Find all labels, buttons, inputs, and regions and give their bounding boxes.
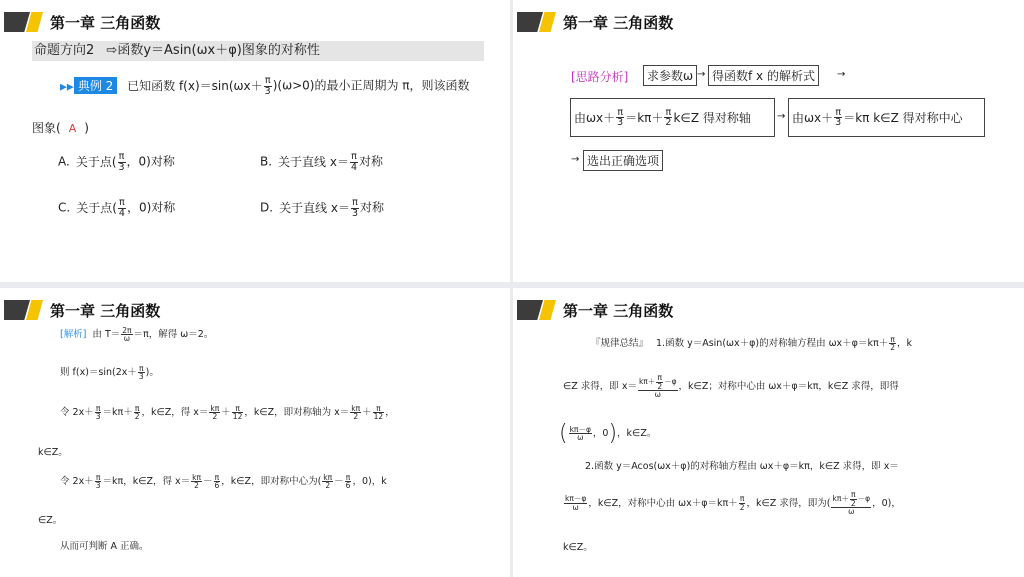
- summary-line-3: ( $\frac{k\pi-\varphi}{\omega}$ ，0)，k∈Z。: [559, 421, 657, 446]
- flow-box-center: 由ωx＋ $\frac{\pi}{3}$ ＝kπ k∈Z 得对称中心: [788, 98, 985, 137]
- option-b: B. 关于直线 x＝ $\frac{\pi}{4}$ 对称: [260, 151, 384, 173]
- flow-box-param: 求参数ω: [643, 65, 697, 86]
- chapter-title: 第一章 三角函数: [50, 301, 161, 320]
- answer-mark: A: [68, 122, 77, 135]
- problem-text: 图象(: [32, 121, 61, 135]
- problem-line-2: [32, 119, 89, 136]
- chapter-title: 第一章 三角函数: [563, 13, 674, 32]
- solution-line-2: 则 f(x)＝sin(2x＋ $\frac{\pi}{3}$ )。: [60, 363, 159, 381]
- header-logo: [4, 300, 44, 320]
- flow-box-select: 选出正确选项: [583, 150, 663, 171]
- header-logo: [517, 12, 557, 32]
- chapter-title: 第一章 三角函数: [563, 301, 674, 320]
- summary-label: 『规律总结』: [591, 338, 649, 349]
- flow-arrow-icon: →: [571, 154, 580, 165]
- solution-line-1: [解析] 由 T＝ $\frac{2\pi}{\omega}$ ＝π，解得 ω＝2。: [60, 325, 214, 343]
- slide-analysis: [513, 0, 1024, 282]
- flow-box-formula: 得函数f x 的解析式: [708, 65, 819, 86]
- problem-text: 已知函数 f(x)＝sin(ωx＋: [127, 78, 263, 93]
- solution-line-4: k∈Z。: [38, 447, 68, 458]
- slide-header: [4, 300, 160, 320]
- flow-arrow-icon: →: [697, 69, 706, 80]
- play-icon: ▶▶: [60, 82, 74, 93]
- topic-bar: [32, 41, 484, 61]
- option-a: A. 关于点( $\frac{\pi}{3}$ ，0)对称: [58, 151, 175, 173]
- slide-header: [517, 12, 673, 32]
- slide-header: [517, 300, 673, 320]
- solution-line-6: ∈Z。: [38, 515, 63, 526]
- solution-label: [解析]: [60, 329, 87, 340]
- topic-arrow-icon: ⇨: [106, 43, 118, 58]
- slide-summary: [513, 288, 1024, 577]
- topic-text: 函数y＝Asin(ωx＋φ)图象的对称性: [117, 43, 320, 58]
- summary-line-2: ∈Z 求得，即 x＝ kπ＋ $\frac{\pi}{2}$ －φ ω ，k∈Z；对称中心由 ωx＋φ＝kπ，k∈Z 求得，即得: [563, 373, 899, 399]
- problem-text: ): [84, 121, 89, 135]
- fraction: $\frac{\pi}{3}$: [264, 75, 271, 97]
- option-d: D. 关于直线 x＝ $\frac{\pi}{3}$ 对称: [260, 197, 385, 219]
- summary-line-1: 『规律总结』 1.函数 y＝Asin(ωx＋φ)的对称轴方程由 ωx＋φ＝kπ＋ $\frac{\pi}{2}$ ，k: [591, 334, 912, 352]
- header-logo: [4, 12, 44, 32]
- flow-box-axis: 由ωx＋ $\frac{\pi}{3}$ ＝kπ＋ $\frac{\pi}{2}$ k∈Z 得对称轴: [570, 98, 775, 137]
- solution-line-5: 令 2x＋ $\frac{\pi}{3}$ ＝kπ，k∈Z，得 x＝ $\frac{k\pi}{2}$ － $\frac{\pi}{6}$ ，k∈Z，即对称中心为( $\frac{k\pi}{2}$ － $\frac{\pi}{6}$ ，0)，k: [60, 472, 387, 490]
- slide-solution: [0, 288, 510, 577]
- flow-arrow-icon: →: [777, 111, 786, 122]
- option-c: C. 关于点( $\frac{\pi}{4}$ ，0)对称: [58, 197, 176, 219]
- problem-text: )(ω>0)的最小正周期为 π，则该函数: [272, 78, 470, 93]
- slide-header: [4, 12, 160, 32]
- problem-line-1: [60, 76, 470, 96]
- topic-label: 命题方向2: [34, 43, 95, 58]
- header-logo: [517, 300, 557, 320]
- example-badge: 典例 2: [74, 77, 117, 94]
- solution-line-3: 令 2x＋ $\frac{\pi}{3}$ ＝kπ＋ $\frac{\pi}{2}$ ，k∈Z，得 x＝ $\frac{k\pi}{2}$ ＋ $\frac{\pi}{12}$ ，k∈Z，即对称轴为 x＝ $\frac{k\pi}{2}$ ＋ $\frac{\pi}{12}$ ，: [60, 403, 395, 421]
- summary-line-5: $\frac{k\pi-\varphi}{\omega}$ ，k∈Z，对称中心由 ωx＋φ＝kπ＋ $\frac{\pi}{2}$ ，k∈Z 求得，即为( kπ＋ $\frac{\pi}{2}$ －φ ω ，0)，: [565, 490, 901, 516]
- summary-line-6: k∈Z。: [563, 542, 593, 553]
- analysis-label: [思路分析]: [571, 70, 629, 84]
- summary-line-4: 2.函数 y＝Acos(ωx＋φ)的对称轴方程由 ωx＋φ＝kπ，k∈Z 求得，即 x＝: [585, 461, 899, 472]
- solution-line-7: 从而可判断 A 正确。: [60, 541, 149, 552]
- chapter-title: 第一章 三角函数: [50, 13, 161, 32]
- flow-arrow-icon: →: [837, 69, 846, 80]
- slide-example: [0, 0, 510, 282]
